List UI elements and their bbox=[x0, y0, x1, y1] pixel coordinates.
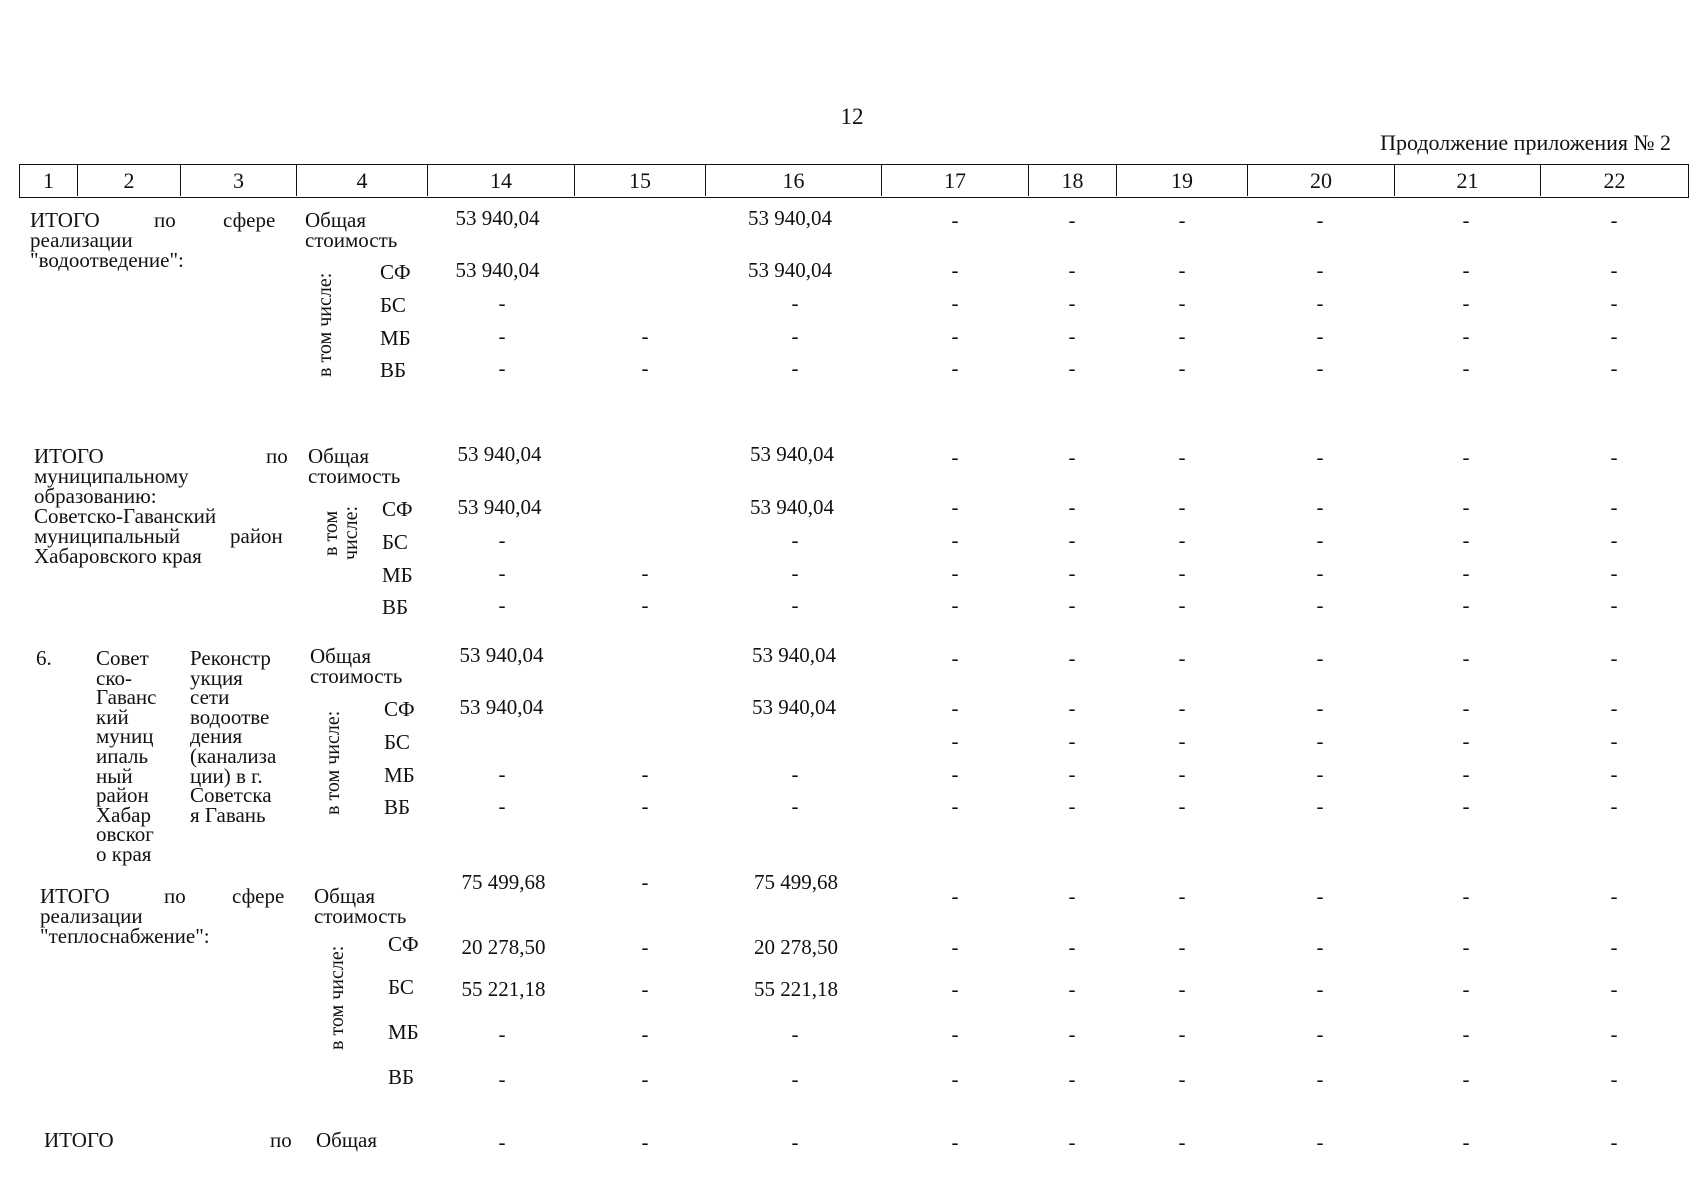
source-mb: МБ bbox=[380, 326, 411, 350]
total-cost-label: Общая bbox=[314, 884, 376, 908]
dash-c17: - bbox=[951, 1067, 959, 1091]
source-vb: ВБ bbox=[382, 595, 409, 619]
dash-c21: - bbox=[1462, 1022, 1470, 1046]
dash-c20: - bbox=[1316, 762, 1324, 786]
dash-c18: - bbox=[1068, 258, 1076, 282]
dash-c21: - bbox=[1462, 445, 1470, 469]
title-line: реализации bbox=[30, 228, 133, 252]
source-sf: СФ bbox=[384, 697, 415, 721]
total-cost-label: Общая bbox=[308, 444, 370, 468]
dash-c20: - bbox=[1316, 324, 1324, 348]
dash-c18: - bbox=[1068, 762, 1076, 786]
dash-c15: - bbox=[641, 593, 649, 617]
dash-c22: - bbox=[1610, 445, 1618, 469]
cell-text-line: водоотве bbox=[190, 704, 270, 729]
dash-c14: - bbox=[498, 356, 506, 380]
title-word: сфере bbox=[223, 208, 276, 232]
dash-c22: - bbox=[1610, 528, 1618, 552]
dash-c17: - bbox=[951, 495, 959, 519]
continuation-caption: Продолжение приложения № 2 bbox=[1380, 130, 1671, 155]
dash-c19: - bbox=[1178, 646, 1186, 670]
dash-c18: - bbox=[1068, 1067, 1076, 1091]
cell-text-line: (канализа bbox=[190, 744, 277, 768]
source-sf: СФ bbox=[382, 497, 413, 521]
source-sf: СФ bbox=[388, 932, 419, 956]
dash-c19: - bbox=[1178, 977, 1186, 1001]
dash-c18: - bbox=[1068, 445, 1076, 469]
dash-c15: - bbox=[641, 1130, 649, 1154]
header-col-16: 16 bbox=[705, 165, 881, 196]
dash-c19: - bbox=[1178, 495, 1186, 519]
title-word: по bbox=[164, 884, 186, 908]
dash-c20: - bbox=[1316, 258, 1324, 282]
dash-c17: - bbox=[951, 729, 959, 753]
dash-c22: - bbox=[1610, 258, 1618, 282]
dash-c22: - bbox=[1610, 729, 1618, 753]
dash-c21: - bbox=[1462, 593, 1470, 617]
including-label: числе: bbox=[340, 505, 362, 561]
total-cost-label: Общая bbox=[316, 1128, 378, 1152]
dash-c14: - bbox=[498, 1022, 506, 1046]
value-total-col16: 75 499,68 bbox=[754, 870, 838, 894]
dash-c14: - bbox=[498, 291, 506, 315]
title-line: Хабаровского края bbox=[34, 544, 202, 568]
dash-c16: - bbox=[791, 528, 799, 552]
dash-c14: - bbox=[498, 593, 506, 617]
table-header-row bbox=[19, 164, 1689, 198]
dash-c20: - bbox=[1316, 561, 1324, 585]
dash-c20: - bbox=[1316, 356, 1324, 380]
dash-c22: - bbox=[1610, 356, 1618, 380]
dash-c21: - bbox=[1462, 646, 1470, 670]
value-total-col16: 53 940,04 bbox=[748, 206, 832, 230]
cell-text-line: муниц bbox=[96, 724, 154, 749]
dash-c17: - bbox=[951, 762, 959, 786]
title-word: сфере bbox=[232, 884, 285, 908]
total-cost-label: Общая bbox=[305, 208, 367, 232]
title-word: ИТОГО bbox=[34, 444, 104, 468]
dash-c19: - bbox=[1178, 729, 1186, 753]
title-line: муниципальному bbox=[34, 464, 189, 488]
dash-c20: - bbox=[1316, 1022, 1324, 1046]
dash-c16: - bbox=[791, 356, 799, 380]
dash-c19: - bbox=[1178, 258, 1186, 282]
dash-c22: - bbox=[1610, 324, 1618, 348]
cell-text-line: Совет bbox=[96, 646, 149, 670]
dash-c17: - bbox=[951, 1022, 959, 1046]
dash-c22: - bbox=[1610, 593, 1618, 617]
dash-c21: - bbox=[1462, 729, 1470, 753]
dash-c14: - bbox=[498, 794, 506, 818]
dash-c18: - bbox=[1068, 729, 1076, 753]
dash-c16: - bbox=[791, 1022, 799, 1046]
dash-c17: - bbox=[951, 646, 959, 670]
value-sf-col14: 20 278,50 bbox=[461, 935, 546, 959]
dash-c19: - bbox=[1178, 1022, 1186, 1046]
dash-c22: - bbox=[1610, 794, 1618, 818]
value-total-col14: 53 940,04 bbox=[457, 442, 542, 466]
source-mb: МБ bbox=[384, 763, 415, 787]
dash-c21: - bbox=[1462, 884, 1470, 908]
dash-c19: - bbox=[1178, 762, 1186, 786]
value-total-col14: 75 499,68 bbox=[461, 870, 546, 894]
dash-c19: - bbox=[1178, 696, 1186, 720]
value-bs-col14: 55 221,18 bbox=[461, 977, 546, 1001]
dash-c15: - bbox=[641, 356, 649, 380]
cell-text-line: укция bbox=[190, 665, 243, 690]
dash-c18: - bbox=[1068, 977, 1076, 1001]
dash-c20: - bbox=[1316, 495, 1324, 519]
dash-c20: - bbox=[1316, 528, 1324, 552]
cell-text-line: ипаль bbox=[96, 744, 149, 768]
cell-text-line: ско- bbox=[96, 665, 132, 690]
title-word: муниципальный bbox=[34, 524, 181, 548]
title-line: реализации bbox=[40, 904, 143, 928]
dash-c18: - bbox=[1068, 561, 1076, 585]
cell-text-line: сети bbox=[190, 685, 230, 710]
dash-c20: - bbox=[1316, 593, 1324, 617]
source-bs: БС bbox=[380, 293, 406, 317]
including-label: в том числе: bbox=[314, 272, 336, 378]
value-bs-col16: 55 221,18 bbox=[754, 977, 838, 1001]
dash-c16: - bbox=[791, 762, 799, 786]
total-cost-label: стоимость bbox=[310, 664, 403, 688]
cell-text-line: дения bbox=[190, 724, 243, 749]
including-label: в том bbox=[320, 510, 342, 556]
total-cost-label: стоимость bbox=[314, 904, 407, 928]
dash-c22: - bbox=[1610, 561, 1618, 585]
dash-c19: - bbox=[1178, 561, 1186, 585]
cell-text-line: Реконстр bbox=[190, 646, 271, 670]
value-total-col14: 53 940,04 bbox=[459, 643, 544, 667]
dash-c19: - bbox=[1178, 593, 1186, 617]
value-sf-col16: 53 940,04 bbox=[748, 258, 832, 282]
title-line: образованию: bbox=[34, 484, 157, 508]
header-col-3: 3 bbox=[180, 165, 296, 196]
title-word: по bbox=[270, 1128, 292, 1152]
dash-c15: - bbox=[641, 935, 649, 959]
header-col-22: 22 bbox=[1540, 165, 1688, 196]
dash-c16: - bbox=[791, 593, 799, 617]
dash-c20: - bbox=[1316, 935, 1324, 959]
dash-c18: - bbox=[1068, 646, 1076, 670]
header-col-21: 21 bbox=[1394, 165, 1540, 196]
dash-c17: - bbox=[951, 1130, 959, 1154]
header-col-17: 17 bbox=[881, 165, 1028, 196]
dash-c22: - bbox=[1610, 762, 1618, 786]
header-col-2: 2 bbox=[77, 165, 180, 196]
dash-c17: - bbox=[951, 696, 959, 720]
dash-c18: - bbox=[1068, 884, 1076, 908]
source-mb: МБ bbox=[382, 563, 413, 587]
dash-c15: - bbox=[641, 561, 649, 585]
header-col-14: 14 bbox=[427, 165, 574, 196]
dash-c22: - bbox=[1610, 291, 1618, 315]
dash-c21: - bbox=[1462, 258, 1470, 282]
source-bs: БС bbox=[388, 975, 414, 999]
including-label: в том числе: bbox=[326, 945, 348, 1050]
dash-c22: - bbox=[1610, 1022, 1618, 1046]
value-total-col16: 53 940,04 bbox=[750, 442, 834, 466]
title-word: район bbox=[230, 524, 283, 548]
dash-c21: - bbox=[1462, 794, 1470, 818]
dash-c15: - bbox=[641, 762, 649, 786]
source-sf: СФ bbox=[380, 260, 411, 284]
dash-c21: - bbox=[1462, 356, 1470, 380]
page-number: 12 bbox=[840, 104, 864, 129]
dash-c18: - bbox=[1068, 593, 1076, 617]
value-sf-col16: 20 278,50 bbox=[754, 935, 838, 959]
dash-c17: - bbox=[951, 324, 959, 348]
dash-c20: - bbox=[1316, 208, 1324, 232]
dash-c19: - bbox=[1178, 1130, 1186, 1154]
value-sf-col14: 53 940,04 bbox=[457, 495, 542, 519]
dash-c15: - bbox=[641, 324, 649, 348]
dash-c21: - bbox=[1462, 528, 1470, 552]
dash-c17: - bbox=[951, 977, 959, 1001]
item-number: 6. bbox=[36, 646, 52, 670]
total-cost-label: стоимость bbox=[308, 464, 401, 488]
source-vb: ВБ bbox=[380, 358, 407, 382]
dash-c16: - bbox=[791, 324, 799, 348]
dash-c14: - bbox=[498, 1067, 506, 1091]
dash-c20: - bbox=[1316, 729, 1324, 753]
header-col-1: 1 bbox=[43, 168, 54, 193]
dash-c20: - bbox=[1316, 1130, 1324, 1154]
source-bs: БС bbox=[384, 730, 410, 754]
dash-c20: - bbox=[1316, 884, 1324, 908]
dash-c16: - bbox=[791, 1067, 799, 1091]
title-word: ИТОГО bbox=[30, 208, 100, 232]
dash-c22: - bbox=[1610, 977, 1618, 1001]
dash-c18: - bbox=[1068, 495, 1076, 519]
dash-c22: - bbox=[1610, 696, 1618, 720]
dash-c17: - bbox=[951, 291, 959, 315]
value-sf-col14: 53 940,04 bbox=[455, 258, 540, 282]
title-word: ИТОГО bbox=[44, 1128, 114, 1152]
title-word: по bbox=[154, 208, 176, 232]
value-total-col16: 53 940,04 bbox=[752, 643, 836, 667]
dash-c18: - bbox=[1068, 528, 1076, 552]
dash-c22: - bbox=[1610, 208, 1618, 232]
header-col-4: 4 bbox=[296, 165, 427, 196]
dash-c20: - bbox=[1316, 291, 1324, 315]
dash-c17: - bbox=[951, 356, 959, 380]
dash-c17: - bbox=[951, 794, 959, 818]
dash-c19: - bbox=[1178, 1067, 1186, 1091]
dash-c22: - bbox=[1610, 1067, 1618, 1091]
cell-text-line: район bbox=[96, 783, 149, 808]
dash-c18: - bbox=[1068, 935, 1076, 959]
dash-c19: - bbox=[1178, 528, 1186, 552]
dash-c17: - bbox=[951, 258, 959, 282]
dash-c17: - bbox=[951, 561, 959, 585]
dash-c15: - bbox=[641, 870, 649, 894]
dash-c18: - bbox=[1068, 1130, 1076, 1154]
value-total-col14: 53 940,04 bbox=[455, 206, 540, 230]
dash-c19: - bbox=[1178, 935, 1186, 959]
dash-c18: - bbox=[1068, 356, 1076, 380]
title-line: Советско-Гаванский bbox=[34, 504, 217, 528]
dash-c19: - bbox=[1178, 291, 1186, 315]
dash-c21: - bbox=[1462, 291, 1470, 315]
source-vb: ВБ bbox=[384, 795, 411, 819]
dash-c18: - bbox=[1068, 208, 1076, 232]
dash-c19: - bbox=[1178, 445, 1186, 469]
dash-c19: - bbox=[1178, 794, 1186, 818]
dash-c20: - bbox=[1316, 794, 1324, 818]
dash-c17: - bbox=[951, 593, 959, 617]
source-bs: БС bbox=[382, 530, 408, 554]
dash-c19: - bbox=[1178, 356, 1186, 380]
dash-c22: - bbox=[1610, 935, 1618, 959]
dash-c19: - bbox=[1178, 208, 1186, 232]
value-sf-col16: 53 940,04 bbox=[750, 495, 834, 519]
dash-c21: - bbox=[1462, 1067, 1470, 1091]
dash-c15: - bbox=[641, 1067, 649, 1091]
dash-c18: - bbox=[1068, 1022, 1076, 1046]
dash-c14: - bbox=[498, 528, 506, 552]
dash-c21: - bbox=[1462, 935, 1470, 959]
dash-c16: - bbox=[791, 1130, 799, 1154]
dash-c14: - bbox=[498, 762, 506, 786]
dash-c16: - bbox=[791, 561, 799, 585]
dash-c18: - bbox=[1068, 324, 1076, 348]
dash-c15: - bbox=[641, 1022, 649, 1046]
cell-text-line: кий bbox=[96, 704, 129, 729]
cell-text-line: овског bbox=[96, 822, 154, 847]
cell-text-line: ции) в г. bbox=[190, 763, 263, 788]
cell-text-line: Хабар bbox=[96, 802, 151, 827]
source-vb: ВБ bbox=[388, 1065, 415, 1089]
dash-c21: - bbox=[1462, 208, 1470, 232]
header-col-15: 15 bbox=[574, 165, 705, 196]
header-col-20: 20 bbox=[1247, 165, 1394, 196]
cell-text-line: Гаванс bbox=[96, 685, 157, 710]
dash-c14: - bbox=[498, 561, 506, 585]
dash-c21: - bbox=[1462, 696, 1470, 720]
title-word: по bbox=[266, 444, 288, 468]
dash-c17: - bbox=[951, 445, 959, 469]
dash-c21: - bbox=[1462, 324, 1470, 348]
total-cost-label: Общая bbox=[310, 644, 372, 668]
dash-c14: - bbox=[498, 1130, 506, 1154]
dash-c20: - bbox=[1316, 646, 1324, 670]
dash-c21: - bbox=[1462, 1130, 1470, 1154]
title-line: "теплоснабжение": bbox=[40, 924, 210, 948]
dash-c18: - bbox=[1068, 794, 1076, 818]
cell-text-line: я Гавань bbox=[190, 802, 266, 827]
dash-c18: - bbox=[1068, 291, 1076, 315]
dash-c22: - bbox=[1610, 884, 1618, 908]
dash-c14: - bbox=[498, 324, 506, 348]
dash-c22: - bbox=[1610, 646, 1618, 670]
dash-c19: - bbox=[1178, 324, 1186, 348]
dash-c20: - bbox=[1316, 1067, 1324, 1091]
dash-c20: - bbox=[1316, 977, 1324, 1001]
header-col-19: 19 bbox=[1116, 165, 1247, 196]
dash-c21: - bbox=[1462, 762, 1470, 786]
cell-text-line: ный bbox=[96, 763, 133, 788]
dash-c19: - bbox=[1178, 884, 1186, 908]
cell-text-line: о края bbox=[96, 842, 152, 866]
dash-c17: - bbox=[951, 935, 959, 959]
header-col-18: 18 bbox=[1028, 165, 1116, 196]
dash-c15: - bbox=[641, 794, 649, 818]
dash-c20: - bbox=[1316, 445, 1324, 469]
source-mb: МБ bbox=[388, 1020, 419, 1044]
total-cost-label: стоимость bbox=[305, 228, 398, 252]
dash-c16: - bbox=[791, 794, 799, 818]
including-label: в том числе: bbox=[322, 710, 344, 816]
dash-c17: - bbox=[951, 528, 959, 552]
dash-c18: - bbox=[1068, 696, 1076, 720]
dash-c22: - bbox=[1610, 495, 1618, 519]
dash-c15: - bbox=[641, 977, 649, 1001]
dash-c16: - bbox=[791, 291, 799, 315]
cell-text-line: Советска bbox=[190, 783, 272, 808]
value-sf-col14: 53 940,04 bbox=[459, 695, 544, 719]
title-line: "водоотведение": bbox=[30, 248, 184, 272]
dash-c20: - bbox=[1316, 696, 1324, 720]
title-word: ИТОГО bbox=[40, 884, 110, 908]
dash-c22: - bbox=[1610, 1130, 1618, 1154]
dash-c21: - bbox=[1462, 495, 1470, 519]
dash-c21: - bbox=[1462, 977, 1470, 1001]
dash-c17: - bbox=[951, 208, 959, 232]
value-sf-col16: 53 940,04 bbox=[752, 695, 836, 719]
dash-c21: - bbox=[1462, 561, 1470, 585]
dash-c17: - bbox=[951, 884, 959, 908]
